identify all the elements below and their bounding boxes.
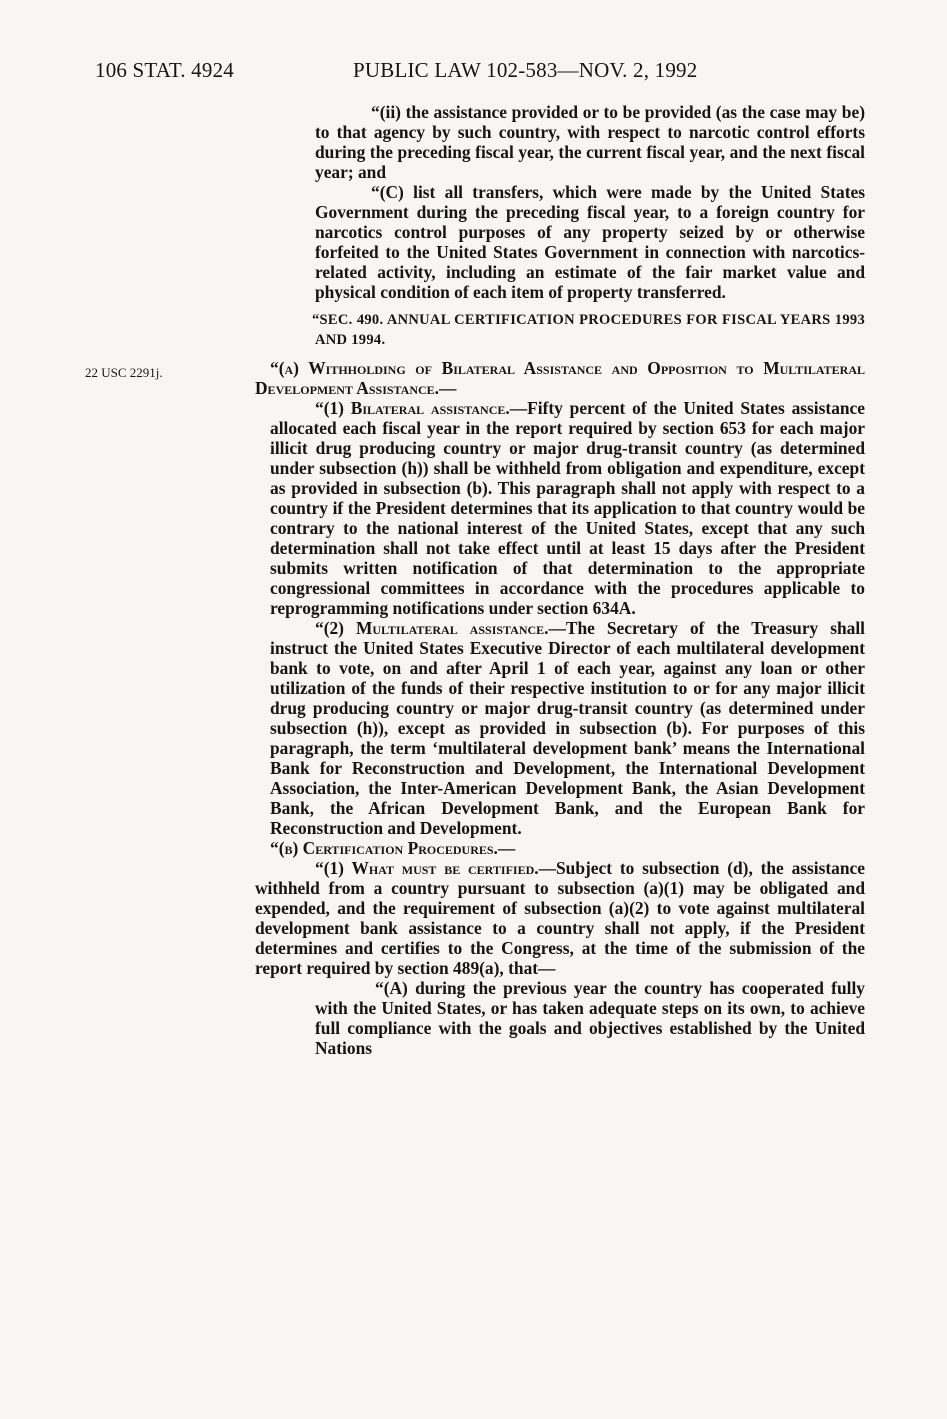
margin-citation: 22 USC 2291j. xyxy=(85,365,163,380)
subsection-b-heading-text: “(b) Certification Procedures.— xyxy=(270,838,516,858)
paragraph-b1-text: —Subject to subsection (d), the assistance withheld from a country pursuant to subsection (a)(1) may be obligated and expended, and the requirement of subsection (a)(2) to vote against multilateral development bank assistance to a country shall not apply, if the President determines and certifies to the Congress, at the time of the submission of the report required by section 489(a), that— xyxy=(255,858,865,978)
subsection-b-heading xyxy=(255,838,865,858)
paragraph-ii: “(ii) the assistance provided or to be provided (as the case may be) to that agency by such country, with respect to narcotic control efforts during the preceding fiscal year, the current fiscal year, and the next fiscal year; and xyxy=(315,102,865,182)
paragraph-a1-heading: “(1) Bilateral assistance. xyxy=(315,398,510,418)
subsection-a-heading-text: “(a) Withholding of Bilateral Assistance and Opposition to Multilateral Development Assistance.— xyxy=(255,358,865,398)
statute-citation: 106 STAT. 4924 xyxy=(95,58,234,82)
page-header xyxy=(95,58,855,92)
paragraph-a2-heading: “(2) Multilateral assistance. xyxy=(315,618,549,638)
paragraph-c xyxy=(255,182,865,302)
paragraph-c-text: “(C) list all transfers, which were made by the United States Government during the preceding fiscal year, to a foreign country for narcotics control purposes of any property seized by or otherwise forfeited to the United States Government in connection with narcotics-related activity, including an estimate of the fair market value and physical condition of each item of property transferred. xyxy=(315,182,865,302)
paragraph-b1 xyxy=(255,858,865,978)
paragraph-a2 xyxy=(255,618,865,838)
paragraph-a1-text: —Fifty percent of the United States assistance allocated each fiscal year in the report required by section 653 for each major illicit drug producing country or major drug-transit country (as determined under subsection (h)) shall be withheld from obligation and expenditure, except as provided in subsection (b). This paragraph shall not apply with respect to a country if the President determines that its application to that country would be contrary to the national interest of the United States, except that any such determination shall not take effect until at least 15 days after the President submits written notification of that determination to the appropriate congressional committees in accordance with the procedures applicable to reprogramming notifications under section 634A. xyxy=(270,398,865,618)
law-body-text xyxy=(255,102,865,1058)
paragraph-a2-text: —The Secretary of the Treasury shall instruct the United States Executive Director of each multilateral development bank to vote, on and after April 1 of each year, against any loan or other utilization of the funds of their respective institution to or for any major illicit drug producing country or major drug-transit country (as determined under subsection (h)), except as provided in subsection (b). For purposes of this paragraph, the term ‘multilateral development bank’ means the International Bank for Reconstruction and Development, the International Development Association, the Inter-American Development Bank, the Asian Development Bank, the African Development Bank, and the European Bank for Reconstruction and Development. xyxy=(270,618,865,838)
paragraph-b1-heading: “(1) What must be certified. xyxy=(315,858,539,878)
paragraph-A xyxy=(255,978,865,1058)
public-law-title: PUBLIC LAW 102-583—NOV. 2, 1992 xyxy=(353,58,698,82)
subsection-a-heading xyxy=(255,358,865,398)
paragraph-A-text: “(A) during the previous year the country has cooperated fully with the United States, or has taken adequate steps on its own, to achieve full compliance with the goals and objectives established by the United Nations xyxy=(315,978,865,1058)
section-heading: “SEC. 490. ANNUAL CERTIFICATION PROCEDURES FOR FISCAL YEARS 1993 AND 1994. xyxy=(312,312,865,348)
paragraph-a1 xyxy=(255,398,865,618)
